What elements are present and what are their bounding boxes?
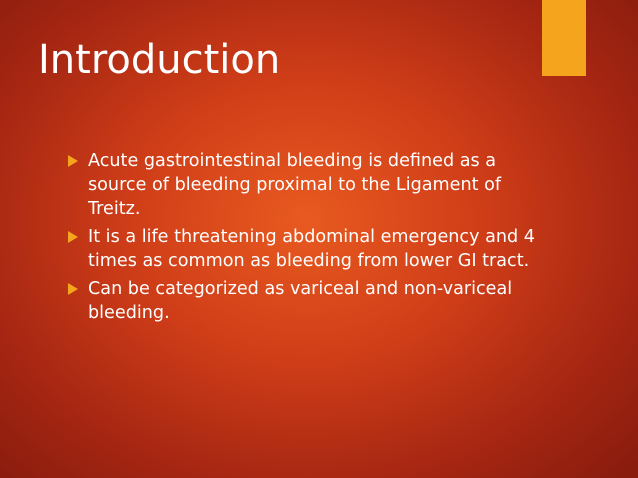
bullet-item <box>65 277 535 325</box>
slide-title: Introduction <box>38 37 281 83</box>
bullet-text: Can be categorized as variceal and non-variceal bleeding. <box>88 279 513 323</box>
bullet-text: Acute gastrointestinal bleeding is defined as a source of bleeding proximal to the Ligament of Treitz. <box>88 151 502 219</box>
bullet-text: It is a life threatening abdominal emergency and 4 times as common as bleeding from lower GI tract. <box>88 227 535 271</box>
triangle-right-icon <box>68 155 78 167</box>
triangle-right-icon <box>68 231 78 243</box>
bullet-item <box>65 149 535 221</box>
bullet-item <box>65 225 535 273</box>
bullet-list <box>65 149 535 329</box>
accent-block <box>542 0 586 76</box>
triangle-right-icon <box>68 283 78 295</box>
